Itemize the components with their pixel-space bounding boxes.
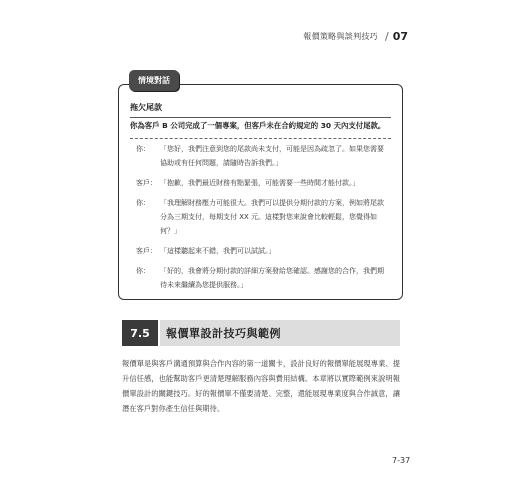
dialogue-line — [136, 142, 388, 170]
dialogue-line — [136, 264, 388, 292]
dialogue-speaker: 你： — [136, 267, 150, 275]
body-paragraph: 報價單是與客戶溝通預算與合作內容的第一道關卡，設計良好的報價單能展現專業、提升信任感，也能幫助客戶更清楚理解服務內容與費用結構。本章將以實際範例來說明報價單設計的關鍵技巧。好的報價單不僅要清楚、完整，還能展現專業度與合作誠意，讓潛在客戶對你產生信任與期待。 — [122, 359, 400, 413]
section-heading — [122, 320, 400, 346]
running-header — [303, 30, 408, 43]
chapter-number: 07 — [392, 30, 408, 43]
section-number: 7.5 — [122, 320, 158, 346]
dialogue-line — [136, 196, 388, 238]
dialogue-text: 「抱歉，我們最近財務有點緊張，可能需要一些時間才能付款。」 — [160, 179, 360, 187]
dialogue-lines — [136, 142, 388, 298]
dialogue-speaker: 客戶： — [136, 247, 157, 255]
dialogue-line — [136, 176, 388, 190]
dialogue-scenario: 你為客戶 B 公司完成了一個專案，但客戶未在合約規定的 30 天內支付尾款。 — [130, 119, 391, 139]
dialogue-text: 「您好，我們注意到您的尾款尚未支付，可能是因為疏忽了。如果您需要協助或有任何問題，請隨時告訴我們。」 — [160, 145, 384, 167]
dialogue-speaker: 客戶： — [136, 179, 157, 187]
dialogue-speaker: 你： — [136, 145, 150, 153]
dialogue-text: 「這樣聽起來不錯，我們可以試試。」 — [160, 247, 276, 255]
dialogue-speaker: 你： — [136, 199, 150, 207]
section-title: 報價單設計技巧與範例 — [166, 327, 281, 340]
running-header-title: 報價策略與談判技巧 — [303, 32, 378, 41]
dialogue-line — [136, 244, 388, 258]
dialogue-topic: 拖欠尾款 — [130, 102, 391, 118]
header-divider: / — [384, 30, 389, 43]
dialogue-text: 「好的，我會將分期付款的詳細方案發給您確認。感謝您的合作，我們期待未來繼續為您提供服務。」 — [160, 267, 384, 289]
dialogue-tag: 情境對話 — [129, 70, 179, 91]
page-number: 7-37 — [392, 456, 411, 465]
dialogue-text: 「我理解財務壓力可能很大。我們可以提供分期付款的方案，例如將尾款分為三期支付，每期支付 XX 元。這樣對您來說會比較輕鬆，您覺得如何？」 — [160, 199, 384, 235]
